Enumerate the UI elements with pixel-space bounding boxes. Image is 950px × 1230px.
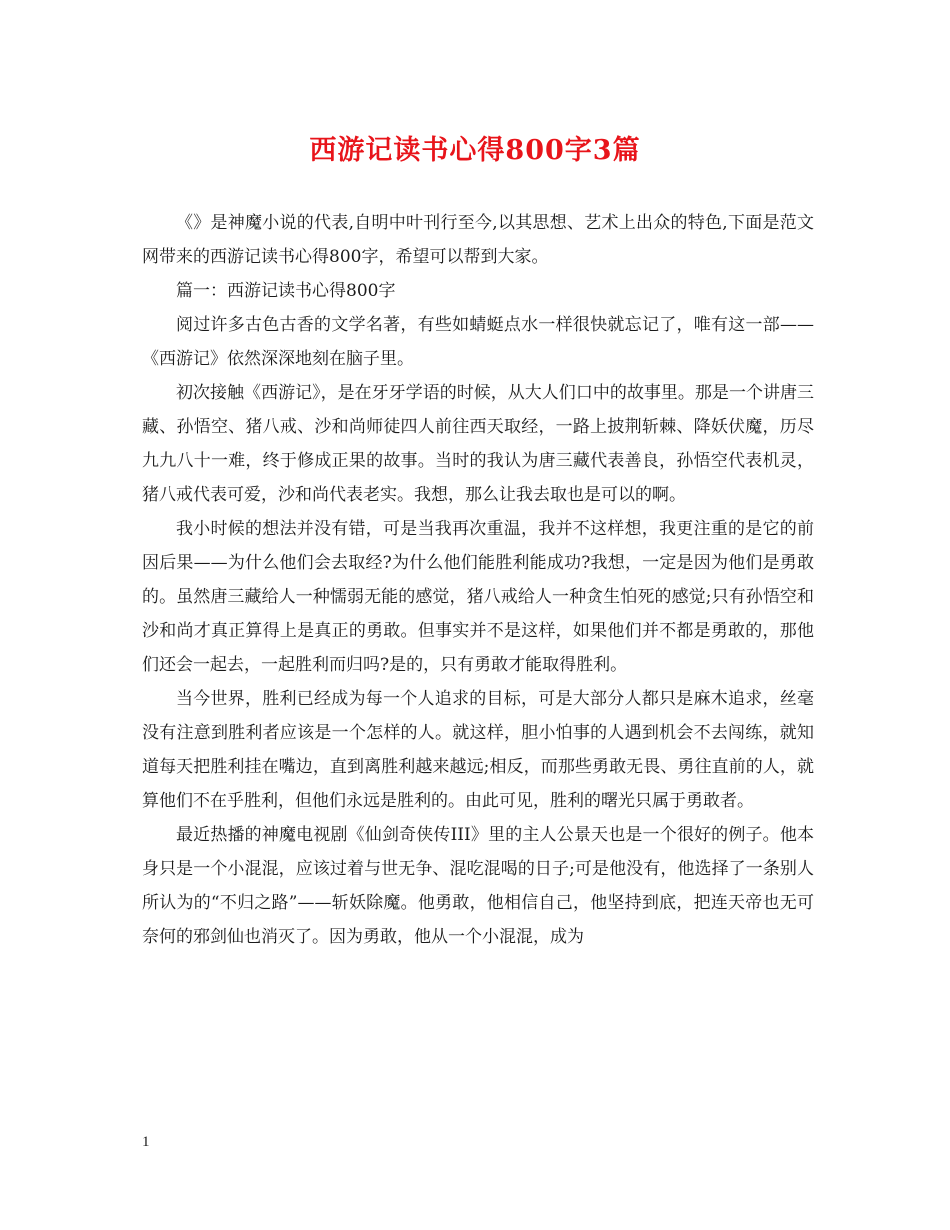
document-body [142,206,814,954]
paragraph-3: 我小时候的想法并没有错，可是当我再次重温，我并不这样想，我更注重的是它的前因后果——为什么他们会去取经?为什么他们能胜利能成功?我想，一定是因为他们是勇敢的。虽然唐三藏给人一种懦弱无能的感觉，猪八戒给人一种贪生怕死的感觉;只有孙悟空和沙和尚才真正算得上是真正的勇敢。但事实并不是这样，如果他们并不都是勇敢的，那他们还会一起去，一起胜利而归吗?是的，只有勇敢才能取得胜利。 [142,519,814,675]
paragraph-section-heading: 篇一：西游记读书心得800字 [176,281,396,301]
document-title: 西游记读书心得800字3篇 [309,135,641,166]
paragraph-2: 初次接触《西游记》，是在牙牙学语的时候，从大人们口中的故事里。那是一个讲唐三藏、孙悟空、猪八戒、沙和尚师徒四人前往西天取经，一路上披荆斩棘、降妖伏魔，历尽九九八十一难，终于修成正果的故事。当时的我认为唐三藏代表善良，孙悟空代表机灵，猪八戒代表可爱，沙和尚代表老实。我想，那么让我去取也是可以的啊。 [142,383,814,505]
paragraph-intro: 《》是神魔小说的代表,自明中叶刊行至今,以其思想、艺术上出众的特色,下面是范文网带来的西游记读书心得800字，希望可以帮到大家。 [142,213,814,267]
paragraph-4: 当今世界，胜利已经成为每一个人追求的目标，可是大部分人都只是麻木追求，丝毫没有注意到胜利者应该是一个怎样的人。就这样，胆小怕事的人遇到机会不去闯练，就知道每天把胜利挂在嘴边，直到离胜利越来越远;相反，而那些勇敢无畏、勇往直前的人，就算他们不在乎胜利，但他们永远是胜利的。由此可见，胜利的曙光只属于勇敢者。 [142,689,814,811]
paragraph-5: 最近热播的神魔电视剧《仙剑奇侠传III》里的主人公景天也是一个很好的例子。他本身只是一个小混混，应该过着与世无争、混吃混喝的日子;可是他没有，他选择了一条别人所认为的“不归之路”——斩妖除魔。他勇敢，他相信自己，他坚持到底，把连天帝也无可奈何的邪剑仙也消灭了。因为勇敢，他从一个小混混，成为 [142,825,814,947]
page-number: 1 [142,1134,150,1150]
paragraph-1: 阅过许多古色古香的文学名著，有些如蜻蜓点水一样很快就忘记了，唯有这一部——《西游记》依然深深地刻在脑子里。 [142,315,814,369]
